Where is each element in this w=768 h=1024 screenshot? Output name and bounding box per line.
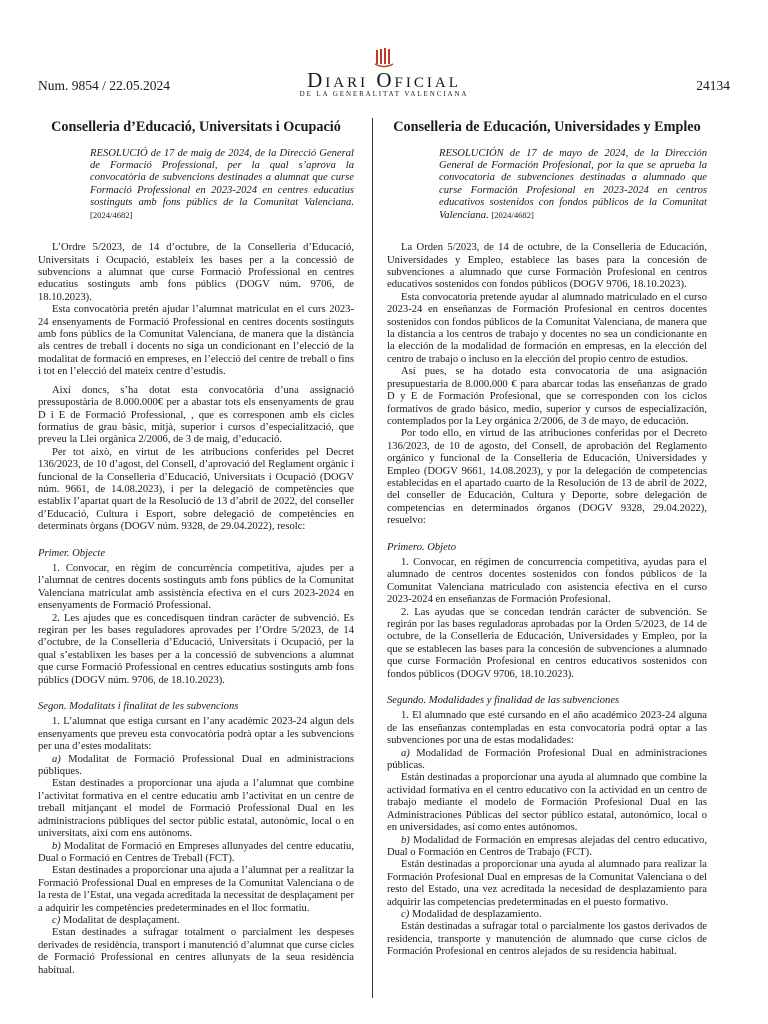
journal-subtitle: DE LA GENERALITAT VALENCIANA (299, 90, 469, 98)
journal-title: Diari Oficial (307, 68, 461, 92)
item-label: b) (52, 840, 61, 852)
section-title: Segon. Modalitats i finalitat de les subvencions (38, 701, 239, 713)
list-item (38, 754, 354, 779)
paragraph: Están destinadas a proporcionar una ayuda al alumnado para realizar la Formación Profesional Dual en empresas de la Comunitat Valenciana o del resto del Estado, una vez acreditada la necesidad de desplazamiento para adquirir las competencias predeterminadas en el puesto formativo. (387, 859, 707, 908)
paragraph: Están destinadas a sufragar total o parcialmente los gastos derivados de residencia, transporte y manutención de alumnado que curse ciclos de Formación Profesional en centros alejados de su residencia habitual. (387, 921, 707, 958)
paragraph: 2. Les ajudes que es concedisquen tindran caràcter de subvenció. Es regiran per les bases reguladores aprovades per l’Ordre 5/2023, de 14 d’octubre, de la Conselleria d’Educació, Universitats i Ocupació, per la qual s’establixen les bases per a la concessió de subvencions a alumnat que curse Formació Professional en centres educatius sostinguts amb fons públics (DOGV núm. 9706, de 18.10.2023). (38, 612, 354, 686)
paragraph: 1. Convocar, en régimen de concurrencia competitiva, ayudas para el alumnado de centros docentes sostenidos con fondos públicos de la Comunitat Valenciana matriculado con asistencia efectiva en el curso 2023-2024 en enseñanzas de Formación Profesional. (387, 556, 707, 606)
list-item (38, 915, 354, 927)
paragraph: 1. El alumnado que esté cursando en el año académico 2023-24 alguna de las enseñanzas contempladas en esta convocatoria podrá optar a las subvenciones por una de estas modalidades: (387, 710, 707, 747)
column-spanish (387, 118, 707, 959)
item-text: Modalitat de desplaçament. (60, 914, 180, 926)
item-label: c) (401, 908, 410, 920)
paragraph: Estan destinades a sufragar totalment o parcialment les despeses derivades de residència, transport i manutenció d’alumnat que curse cicles de Formació Professional en centres allunyats de la seua residència habitual. (38, 927, 354, 976)
paragraph: L’Ordre 5/2023, de 14 d’octubre, de la Conselleria d’Educació, Universitats i Ocupació, estableix les bases per a la concessió de subvencions a alumnat que curse Formació Professional en centres educatius sostinguts amb fons públics (DOGV núm. 9706, de 18.10.2023). (38, 242, 354, 303)
resolution-code: [2024/4682] (90, 210, 133, 221)
department-heading: Conselleria de Educación, Universidades y Empleo (393, 119, 701, 135)
column-valencian (38, 118, 354, 977)
resolution-text: RESOLUCIÓ de 17 de maig de 2024, de la Direcció General de Formació Professional, per la qual s’aprova la convocatòria de subvencions destinades a alumnat que curse Formació Professional en 2023-2024 en centres educatius sostinguts amb fons públics de la Comunitat Valenciana. (90, 148, 354, 208)
list-item (387, 748, 707, 773)
item-label: a) (52, 753, 61, 765)
item-text: Modalidad de Formación en empresas alejadas del centro educativo, Dual o Formación en Centros de Trabajo (FCT). (387, 834, 707, 858)
column-divider (372, 118, 373, 998)
resolution-text: RESOLUCIÓN de 17 de mayo de 2024, de la Dirección General de Formación Profesional, por la que se aprueba la convocatoria de subvenciones destinadas a alumnado que curse Formación Profesional en 2023-2024 en centros educativos sostenidos con fondos públicos de la Comunitat Valenciana. (439, 148, 707, 222)
paragraph: Así pues, se ha dotado esta convocatoria de una asignación presupuestaria de 8.000.000 € para abarcar todas las enseñanzas de grado D y E de Formación Profesional, que se corresponden con los ciclos formativos de grado básico, medio, superior y cursos de especialización, contemplados por la Ley orgánica 2/2006, de 3 de mayo, de educación. (387, 366, 707, 427)
item-text: Modalidad de desplazamiento. (409, 908, 542, 920)
paragraph: Esta convocatòria pretén ajudar l’alumnat matriculat en el curs 2023-24 ensenyaments de Formació Professional en centres docents sostinguts amb fons públics de la Comunitat Valenciana, de manera que la distància als centres de treball i docents no siga un condicionant en l’elecció de la modalitat de formació en empreses, en l’elecció del centre de treball o fins i tot en l’elecció del mateix centre d’estudis. (38, 304, 354, 378)
list-item (387, 835, 707, 860)
paragraph: La Orden 5/2023, de 14 de octubre, de la Conselleria de Educación, Universidades y Empleo, establece las bases para la concesión de subvenciones a alumnado que curse Formación Profesional en centros educativos sostenidos con fondos públicos (DOGV 9706, 18.10.2023). (387, 242, 707, 291)
item-text: Modalitat de Formació Professional Dual en administracions públiques. (38, 753, 354, 778)
paragraph: Estan destinades a proporcionar una ajuda a l’alumnat per a realitzar la Formació Professional Dual en empreses de la Comunitat Valenciana o de la resta de l’Estat, una vegada acreditada la necessitat de desplaçament per a adquirir les competències predeterminades en el lloc formatiu. (38, 865, 354, 914)
paragraph: Por todo ello, en virtud de las atribuciones conferidas por el Decreto 136/2023, de 10 de agosto, del Consell, de aprobación del Reglamento orgánico y funcional de la Conselleria de Educación, Universidades y Empleo (DOGV 9661, 14.08.2023), y por la delegación de competencias establecidas en el apartado cuarto de la Resolución de 13 de abril de 2022, del conseller de Educación, Cultura y Deporte, sobre delegación de competencias en determinados órganos (DOGV 9328, 29.04.2022), resuelvo: (387, 428, 707, 527)
paragraph: 1. Convocar, en règim de concurrència competitiva, ajudes per a l’alumnat de centres docents sostinguts amb fons públics de la Comunitat Valenciana matriculat amb assistència efectiva en el curs 2023-2024 en ensenyaments de Formació Professional. (38, 562, 354, 612)
paragraph: Están destinadas a proporcionar una ayuda al alumnado que combine la actividad formativa en el centro educativo con la actividad en un centro de trabajo mediante el modelo de Formación Profesional Dual en las Administraciones Públicas del sector público estatal, autonómico, local o en universidades, así como entes autónomos. (387, 772, 707, 834)
item-label: a) (401, 747, 410, 759)
paragraph: Així doncs, s’ha dotat esta convocatòria d’una assignació pressupostària de 8.000.000€ per a abastar tots els ensenyaments de grau D i E de Formació Professional, , que es corresponen amb els cicles formatius de grau bàsic, mitjà, superior i cursos d’especialització, que preveu la Llei orgànica 2/2006, de 3 de maig, d’educació. (38, 384, 354, 446)
item-text: Modalitat de Formació en Empreses allunyades del centre educatiu, Dual o Formació en Centres de Treball (FCT). (38, 840, 354, 864)
page-header (38, 48, 730, 98)
list-item (38, 841, 354, 866)
paragraph: Estan destinades a proporcionar una ajuda a l’alumnat que combine l’activitat formativa en el centre educatiu amb l’activitat en un centre de treball mitjançant el model de Formació Professional Dual en les administracions públiques del sector públic estatal, autonòmic, local o en universitats, així com ens autònoms. (38, 778, 354, 840)
issue-number-date: Num. 9854 / 22.05.2024 (38, 78, 171, 93)
journal-logo (274, 48, 494, 99)
section-title: Primer. Objecte (38, 547, 106, 559)
paragraph: 1. L’alumnat que estiga cursant en l’any acadèmic 2023-24 algun dels ensenyaments que preveu esta convocatòria podrà optar a les subvencions per una d’estes modalitats: (38, 716, 354, 753)
item-label: c) (52, 914, 61, 926)
resolution-summary (90, 148, 354, 222)
section-title: Primero. Objeto (387, 541, 457, 553)
resolution-code: [2024/4682] (491, 210, 534, 221)
section-title: Segundo. Modalidades y finalidad de las subvenciones (387, 695, 620, 707)
item-label: b) (401, 834, 410, 846)
coat-of-arms-icon (373, 48, 395, 68)
item-text: Modalidad de Formación Profesional Dual en administraciones públicas. (387, 747, 707, 772)
paragraph: 2. Las ayudas que se concedan tendrán carácter de subvención. Se regirán por las bases reguladoras aprobadas por la Orden 5/2023, de 14 de octubre, de la Conselleria de Educación, Universidades y Empleo, por la que se establecen las bases para la concesión de subvenciones a alumnado que curse Formación Profesional en centros educativos sostenidos con fondos públicos (DOGV 9706, 18.10.2023). (387, 606, 707, 680)
paragraph: Esta convocatoria pretende ayudar al alumnado matriculado en el curso 2023-24 en enseñanzas de Formación Profesional en centros docentes sostenidos con fondos públicos de la Comunitat Valenciana, de manera que la distancia a los centros de trabajo y docentes no sea un condicionante en la elección de la modalidad de formación en empresas, en la elección del centro de trabajo o incluso en la elección del propio centro de estudios. (387, 291, 707, 365)
paragraph: Per tot això, en virtut de les atribucions conferides pel Decret 136/2023, de 10 d’agost, del Consell, d’aprovació del Reglament orgànic i funcional de la Conselleria d’Educació, Universitats i Ocupació (DOGV núm. 9661, de 14.08.2023), i per la delegació de competències que establix l’apartat quart de la Resolució de 13 d’abril de 2022, del conseller d’Educació, Cultura i Esport, sobre delegació de competències en determinats òrgans (DOGV núm. 9328, de 29.04.2022), resolc: (38, 446, 354, 533)
department-heading: Conselleria d’Educació, Universitats i Ocupació (51, 119, 341, 135)
page-number: 24134 (696, 78, 730, 93)
resolution-summary (439, 148, 707, 222)
list-item (387, 909, 707, 921)
